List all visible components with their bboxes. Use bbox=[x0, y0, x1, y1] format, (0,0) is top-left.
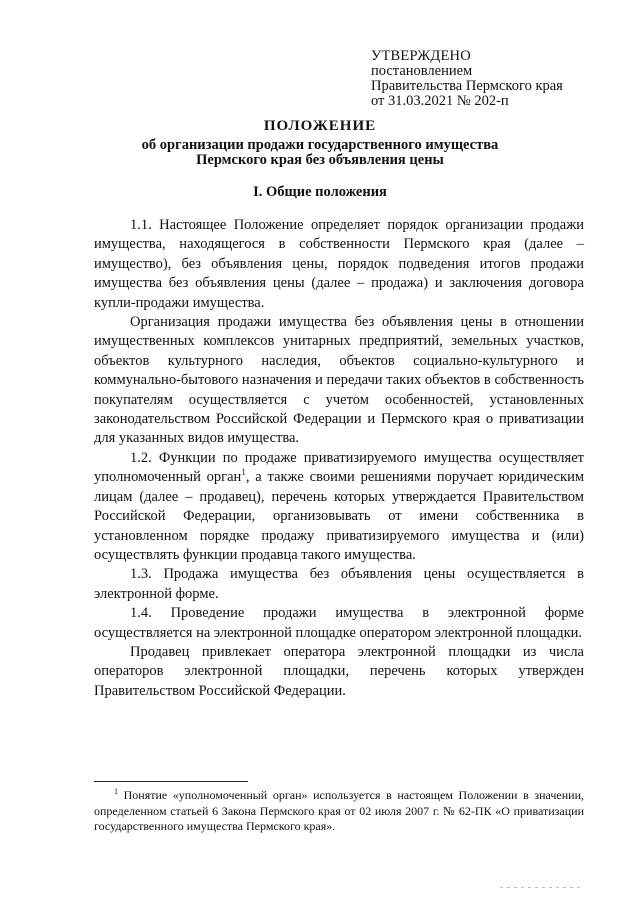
paragraph-text: 1.2. Функции по продаже приватизируемого имущества осуществляет уполномоченный орган bbox=[94, 449, 584, 486]
body-text bbox=[94, 216, 584, 701]
footnote bbox=[94, 788, 584, 835]
title-subtitle-line: Пермского края без объявления цены bbox=[196, 152, 444, 168]
footnote-ref[interactable]: 1 bbox=[241, 467, 246, 478]
title-subtitle-line: об организации продажи государственного имущества bbox=[141, 137, 499, 153]
paragraph: 1.1. Настоящее Положение определяет порядок организации продажи имущества, находящегося в собственности Пермского края (далее – имущество), без объявления цены, порядок подведения итогов продажи имущества без объявления цены (далее – продажа) и заключения договора купли-продажи имущества. bbox=[94, 217, 584, 311]
paragraph: Организация продажи имущества без объявления цены в отношении имущественных комплексов унитарных предприятий, земельных участков, объектов культурного наследия, объектов социально-культурного и коммунально-бытового назначения и передачи таких объектов в собственность покупателям осуществляется с учетом особенностей, установленных законодательством Российской Федерации и Пермского края о приватизации для указанных видов имущества. bbox=[94, 314, 584, 447]
title-main: ПОЛОЖЕНИЕ bbox=[263, 118, 377, 134]
approval-line: Правительства Пермского края bbox=[371, 78, 563, 94]
approval-title: УТВЕРЖДЕНО bbox=[371, 48, 471, 64]
approval-line: от 31.03.2021 № 202-п bbox=[371, 93, 509, 109]
paragraph: Продавец привлекает оператора электронной площадки из числа операторов электронной площадки, перечень которых утвержден Правительством Российской Федерации. bbox=[94, 643, 584, 699]
approval-stamp bbox=[371, 49, 563, 109]
paragraph-text: , а также своими решениями поручает юридическим лицам (далее – продавец), перечень которых утверждается Правительством Российской Федерации, организовывать от имени собственника в установленном порядке продажу приватизируемого имущества и (или) осуществлять функции продавца такого имущества. bbox=[94, 469, 584, 563]
paragraph: 1.3. Продажа имущества без объявления цены осуществляется в электронной форме. bbox=[94, 566, 584, 602]
footnote-divider bbox=[94, 781, 248, 782]
footnote-paragraph bbox=[94, 788, 584, 835]
scan-artifact bbox=[500, 887, 580, 888]
paragraph bbox=[94, 449, 584, 565]
footnote-marker: 1 bbox=[114, 787, 118, 796]
paragraph: 1.4. Проведение продажи имущества в электронной форме осуществляется на электронной площадке оператором электронной площадки. bbox=[94, 605, 584, 641]
approval-line: постановлением bbox=[371, 63, 473, 79]
section-heading: I. Общие положения bbox=[253, 184, 387, 200]
document-title bbox=[0, 118, 640, 168]
footnote-text: Понятие «уполномоченный орган» используется в настоящем Положении в значении, определенном статьей 6 Закона Пермского края от 02 июля 2007 г. № 62-ПК «О приватизации государственного имущества Пермского края». bbox=[94, 788, 584, 833]
